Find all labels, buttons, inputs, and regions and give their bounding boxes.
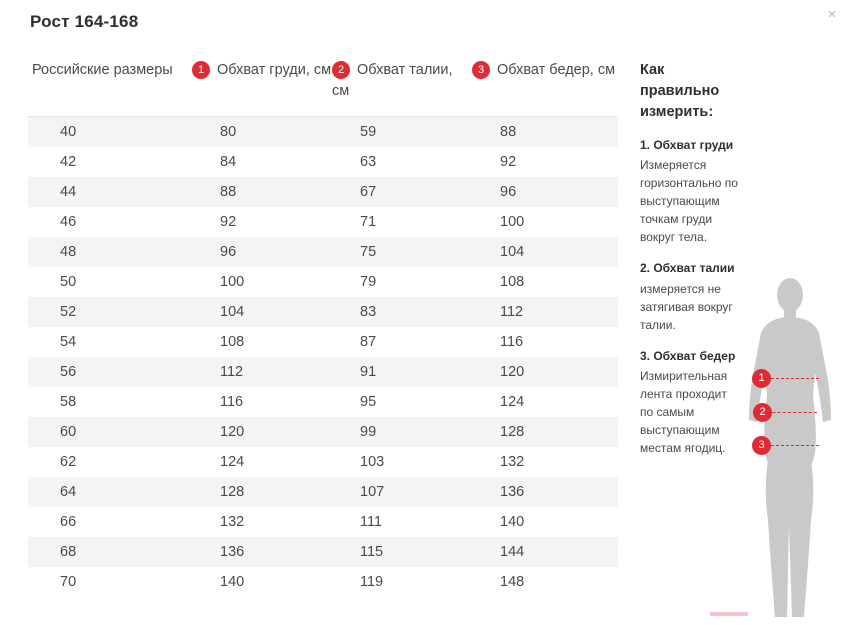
cell-bust: 80 xyxy=(192,117,332,148)
table-row xyxy=(28,387,618,417)
column-header-hips xyxy=(472,52,618,117)
column-header-label: Обхват бедер, см xyxy=(497,62,616,78)
cell-hips: 100 xyxy=(472,207,618,237)
cell-size: 56 xyxy=(28,357,192,387)
cell-waist: 107 xyxy=(332,477,472,507)
column-header-label: Обхват талии, см xyxy=(332,62,453,100)
column-header-waist xyxy=(332,52,472,117)
cell-size: 64 xyxy=(28,477,192,507)
cell-hips: 148 xyxy=(472,567,618,597)
guide-block-hips xyxy=(640,348,740,457)
figure-badge-3: 3 xyxy=(752,436,771,455)
table-row xyxy=(28,297,618,327)
cell-size: 60 xyxy=(28,417,192,447)
cell-size: 62 xyxy=(28,447,192,477)
guide-block-title: 2. Обхват талии xyxy=(640,261,735,276)
badge-1-icon: 1 xyxy=(192,61,210,79)
close-icon[interactable]: × xyxy=(827,6,837,23)
cell-waist: 115 xyxy=(332,537,472,567)
guide-block-text: измеряется не затягивая вокруг талии. xyxy=(640,281,733,332)
cell-size: 58 xyxy=(28,387,192,417)
cell-bust: 120 xyxy=(192,417,332,447)
cell-bust: 140 xyxy=(192,567,332,597)
cell-bust: 132 xyxy=(192,507,332,537)
guide-title: Как правильно измерить: xyxy=(640,62,720,121)
table-row xyxy=(28,147,618,177)
cell-bust: 100 xyxy=(192,267,332,297)
guide-block-bust xyxy=(640,137,740,246)
cell-hips: 104 xyxy=(472,237,618,267)
cell-waist: 83 xyxy=(332,297,472,327)
cell-bust: 104 xyxy=(192,297,332,327)
table-row xyxy=(28,117,618,148)
cell-hips: 140 xyxy=(472,507,618,537)
cell-waist: 111 xyxy=(332,507,472,537)
cell-bust: 128 xyxy=(192,477,332,507)
badge-2-icon: 2 xyxy=(332,61,350,79)
table-row xyxy=(28,447,618,477)
table-row xyxy=(28,507,618,537)
cell-waist: 87 xyxy=(332,327,472,357)
cell-bust: 92 xyxy=(192,207,332,237)
cell-hips: 112 xyxy=(472,297,618,327)
cell-size: 50 xyxy=(28,267,192,297)
column-header-sizes xyxy=(28,52,192,117)
cell-bust: 124 xyxy=(192,447,332,477)
table-row xyxy=(28,207,618,237)
size-table-container xyxy=(28,52,614,597)
cell-size: 48 xyxy=(28,237,192,267)
bottom-accent-bar xyxy=(710,612,748,616)
table-row xyxy=(28,567,618,597)
table-row xyxy=(28,327,618,357)
cell-size: 46 xyxy=(28,207,192,237)
cell-hips: 124 xyxy=(472,387,618,417)
figure-badge-1: 1 xyxy=(752,369,771,388)
column-header-bust xyxy=(192,52,332,117)
guide-block-title: 3. Обхват бедер xyxy=(640,348,736,363)
cell-size: 52 xyxy=(28,297,192,327)
table-row xyxy=(28,477,618,507)
cell-waist: 103 xyxy=(332,447,472,477)
cell-hips: 132 xyxy=(472,447,618,477)
cell-waist: 75 xyxy=(332,237,472,267)
table-row xyxy=(28,237,618,267)
table-header xyxy=(28,52,618,117)
cell-size: 66 xyxy=(28,507,192,537)
table-row xyxy=(28,537,618,567)
cell-hips: 92 xyxy=(472,147,618,177)
figure-badge-2: 2 xyxy=(753,403,772,422)
body-figure-illustration xyxy=(735,275,845,620)
column-header-label: Обхват груди, см xyxy=(217,62,332,78)
badge-3-icon: 3 xyxy=(472,61,490,79)
cell-bust: 116 xyxy=(192,387,332,417)
cell-waist: 91 xyxy=(332,357,472,387)
guide-block-title: 1. Обхват груди xyxy=(640,138,734,153)
cell-size: 42 xyxy=(28,147,192,177)
cell-hips: 144 xyxy=(472,537,618,567)
cell-bust: 88 xyxy=(192,177,332,207)
table-row xyxy=(28,177,618,207)
table-body xyxy=(28,117,618,598)
table-row xyxy=(28,417,618,447)
cell-waist: 59 xyxy=(332,117,472,148)
cell-size: 44 xyxy=(28,177,192,207)
cell-size: 68 xyxy=(28,537,192,567)
cell-bust: 136 xyxy=(192,537,332,567)
cell-waist: 79 xyxy=(332,267,472,297)
cell-waist: 63 xyxy=(332,147,472,177)
cell-size: 54 xyxy=(28,327,192,357)
cell-hips: 136 xyxy=(472,477,618,507)
cell-hips: 128 xyxy=(472,417,618,447)
cell-hips: 120 xyxy=(472,357,618,387)
cell-size: 70 xyxy=(28,567,192,597)
table-header-row xyxy=(28,52,618,117)
cell-waist: 71 xyxy=(332,207,472,237)
guide-block-text: Измеряется горизонтально по выступающим точкам груди вокруг тела. xyxy=(640,158,738,245)
cell-hips: 96 xyxy=(472,177,618,207)
cell-size: 40 xyxy=(28,117,192,148)
guide-block-text: Измирительная лента проходит по самым выступающим местам ягодиц. xyxy=(640,369,728,456)
cell-waist: 67 xyxy=(332,177,472,207)
table-row xyxy=(28,267,618,297)
cell-hips: 88 xyxy=(472,117,618,148)
cell-hips: 108 xyxy=(472,267,618,297)
column-header-label: Российские размеры xyxy=(32,62,173,78)
size-table xyxy=(28,52,618,597)
page-title: Рост 164-168 xyxy=(30,12,139,31)
guide-block-waist xyxy=(640,260,740,333)
cell-waist: 119 xyxy=(332,567,472,597)
cell-hips: 116 xyxy=(472,327,618,357)
table-row xyxy=(28,357,618,387)
cell-waist: 95 xyxy=(332,387,472,417)
cell-bust: 96 xyxy=(192,237,332,267)
cell-bust: 84 xyxy=(192,147,332,177)
cell-waist: 99 xyxy=(332,417,472,447)
cell-bust: 112 xyxy=(192,357,332,387)
cell-bust: 108 xyxy=(192,327,332,357)
